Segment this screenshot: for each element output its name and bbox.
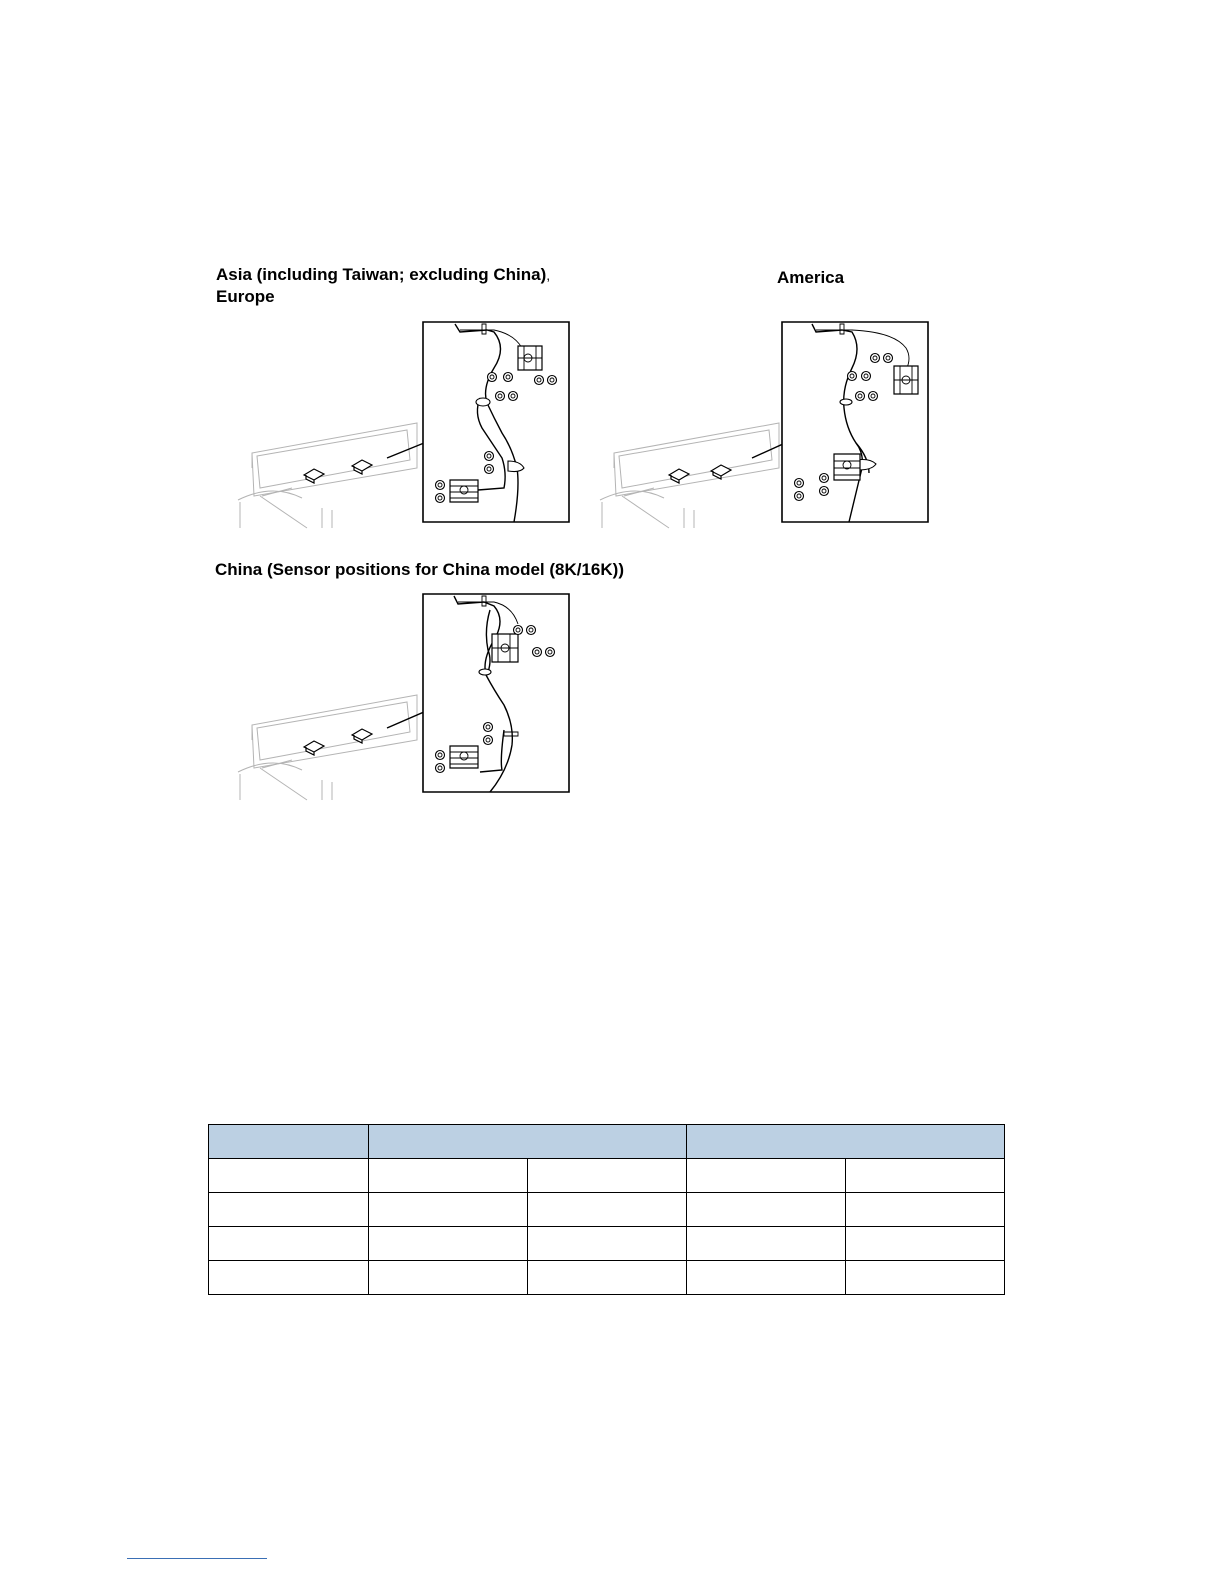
table-cell bbox=[528, 1193, 687, 1227]
spec-table bbox=[208, 1124, 1005, 1295]
inset-box bbox=[782, 322, 928, 522]
sensor-assembly-lower bbox=[450, 746, 478, 768]
table-row bbox=[209, 1227, 1005, 1261]
table-cell bbox=[369, 1159, 528, 1193]
caption-asia-comma: , bbox=[546, 267, 551, 283]
sensor-assembly-upper bbox=[894, 366, 918, 394]
table-row bbox=[209, 1193, 1005, 1227]
table-cell bbox=[209, 1193, 369, 1227]
table-cell bbox=[687, 1227, 846, 1261]
table-header-cell bbox=[209, 1125, 369, 1159]
sensor-icon bbox=[304, 469, 324, 483]
table-cell bbox=[528, 1227, 687, 1261]
sensor-assembly-lower bbox=[450, 480, 478, 502]
table-cell bbox=[846, 1261, 1005, 1295]
sensor-diagram-america bbox=[594, 318, 936, 530]
sensor-assembly-upper bbox=[518, 346, 542, 370]
table-cell bbox=[687, 1261, 846, 1295]
table-cell bbox=[687, 1159, 846, 1193]
caption-asia-line1: Asia (including Taiwan; excluding China) bbox=[216, 265, 547, 284]
table-cell bbox=[209, 1159, 369, 1193]
sensor-icon bbox=[669, 469, 689, 483]
figure-caption-america: America bbox=[777, 268, 845, 287]
table-cell bbox=[369, 1193, 528, 1227]
sensor-icon bbox=[352, 460, 372, 474]
table-header-cell bbox=[369, 1125, 687, 1159]
sensor-assembly-upper bbox=[492, 634, 518, 662]
table-cell bbox=[846, 1159, 1005, 1193]
machine-outline bbox=[238, 423, 417, 528]
footer-rule bbox=[127, 1558, 267, 1559]
figure-caption-china: China (Sensor positions for China model (8K/16K)) bbox=[215, 560, 624, 579]
table-cell bbox=[846, 1227, 1005, 1261]
table-header-row bbox=[209, 1125, 1005, 1159]
table-cell bbox=[528, 1261, 687, 1295]
sensor-icon bbox=[352, 729, 372, 743]
sensor-icon bbox=[304, 741, 324, 755]
table-row bbox=[209, 1159, 1005, 1193]
sensor-diagram-asia-europe bbox=[232, 318, 574, 530]
caption-asia-line2: Europe bbox=[216, 287, 275, 306]
sensor-diagram-china bbox=[232, 590, 574, 802]
table-cell bbox=[687, 1193, 846, 1227]
machine-outline bbox=[600, 423, 779, 528]
machine-outline bbox=[238, 695, 417, 800]
figure-caption-asia-europe bbox=[216, 264, 550, 308]
sensor-assembly-lower bbox=[834, 454, 860, 480]
table-header-cell bbox=[687, 1125, 1005, 1159]
table-cell bbox=[528, 1159, 687, 1193]
table-cell bbox=[846, 1193, 1005, 1227]
table-row bbox=[209, 1261, 1005, 1295]
table-cell bbox=[369, 1261, 528, 1295]
table-cell bbox=[209, 1227, 369, 1261]
table-cell bbox=[209, 1261, 369, 1295]
table-cell bbox=[369, 1227, 528, 1261]
